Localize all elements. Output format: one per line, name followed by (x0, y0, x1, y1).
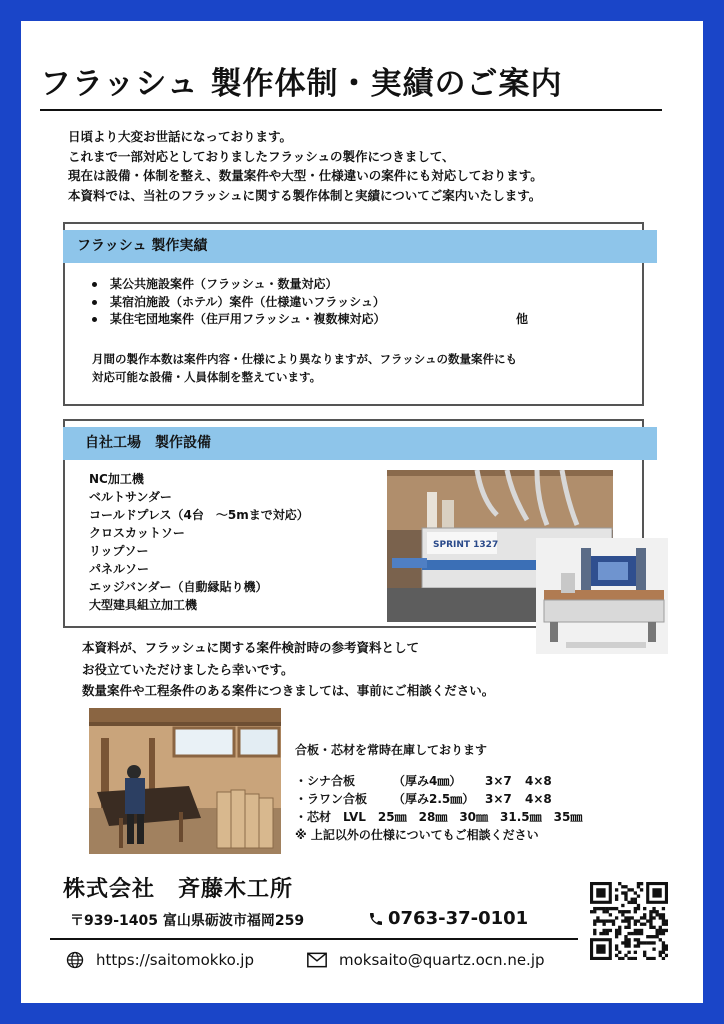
qr-module (590, 910, 593, 913)
qr-module (637, 904, 640, 907)
stock-size: 3×7 (485, 774, 512, 788)
qr-module (602, 910, 605, 913)
qr-module (627, 910, 630, 913)
workshop-photo (89, 708, 281, 854)
qr-module (615, 929, 618, 932)
stock-name: ・シナ合板 (295, 774, 356, 788)
qr-module (621, 904, 624, 907)
qr-module (662, 929, 665, 932)
qr-module (662, 951, 665, 954)
equipment-item: NC加工機 (89, 472, 144, 486)
qr-module (640, 941, 643, 944)
qr-module (602, 907, 605, 910)
qr-module (646, 919, 649, 922)
qr-module (634, 932, 637, 935)
list-item-text: 某住宅団地案件（住戸用フラッシュ・複数棟対応） (110, 312, 386, 326)
qr-module (609, 907, 612, 910)
qr-module (634, 907, 637, 910)
qr-module (627, 951, 630, 954)
qr-module (624, 941, 627, 944)
qr-module (643, 941, 646, 944)
qr-module (624, 885, 627, 888)
equipment-item: パネルソー (89, 562, 150, 576)
qr-module (606, 929, 609, 932)
qr-code-graphic (590, 882, 668, 960)
qr-module (596, 916, 599, 919)
qr-module (602, 923, 605, 926)
qr-module (649, 919, 652, 922)
stock-name: ・ラワン合板 (295, 792, 368, 806)
qr-module (652, 916, 655, 919)
intro-line: 本資料では、当社のフラッシュに関する製作体制と実績についてご案内いたします。 (68, 187, 542, 203)
website-text[interactable]: https://saitomokko.jp (96, 951, 254, 969)
qr-module (624, 938, 627, 941)
stock-core: ・芯材 LVL 25㎜ 28㎜ 30㎜ 31.5㎜ 35㎜ (295, 810, 583, 824)
qr-module (637, 941, 640, 944)
stock-thickness: （厚み4㎜） (393, 774, 462, 788)
qr-module (631, 916, 634, 919)
qr-module (615, 932, 618, 935)
qr-module (662, 907, 665, 910)
qr-module (656, 929, 659, 932)
stock-heading: 合板・芯材を常時在庫しております (295, 743, 488, 757)
qr-module (649, 926, 652, 929)
qr-module (637, 929, 640, 932)
qr-module (618, 929, 621, 932)
qr-module (612, 907, 615, 910)
qr-module (659, 916, 662, 919)
qr-module (599, 907, 602, 910)
qr-module (627, 944, 630, 947)
qr-module (624, 898, 627, 901)
email-text[interactable]: moksaito@quartz.ocn.ne.jp (339, 951, 545, 969)
qr-module (609, 929, 612, 932)
qr-finder (596, 944, 605, 953)
qr-module (643, 923, 646, 926)
qr-module (606, 907, 609, 910)
qr-module (634, 910, 637, 913)
workshop-illustration (89, 708, 281, 854)
qr-code[interactable] (590, 882, 668, 960)
phone-icon (368, 911, 384, 927)
qr-module (662, 913, 665, 916)
closing-line: 本資料が、フラッシュに関する案件検討時の参考資料として (82, 640, 420, 655)
qr-module (593, 932, 596, 935)
qr-module (659, 938, 662, 941)
results-list (92, 276, 592, 329)
qr-module (652, 926, 655, 929)
qr-module (649, 941, 652, 944)
stock-size: 4×8 (525, 792, 552, 806)
qr-module (659, 954, 662, 957)
qr-module (662, 916, 665, 919)
qr-module (631, 901, 634, 904)
qr-module (665, 929, 668, 932)
qr-finder (652, 888, 661, 897)
bullet-icon (92, 282, 97, 287)
qr-module (634, 929, 637, 932)
list-item-text: 某宿泊施設（ホテル）案件（仕様違いフラッシュ） (110, 294, 385, 309)
qr-module (659, 929, 662, 932)
qr-module (634, 891, 637, 894)
equipment-item: コールドプレス（4台 ～5mまで対応） (89, 508, 309, 522)
qr-module (656, 935, 659, 938)
qr-module (615, 944, 618, 947)
bullet-icon (92, 300, 97, 305)
qr-module (646, 935, 649, 938)
qr-module (646, 941, 649, 944)
qr-module (637, 894, 640, 897)
mail-icon (307, 952, 327, 968)
qr-module (665, 944, 668, 947)
qr-module (593, 907, 596, 910)
qr-module (649, 910, 652, 913)
qr-module (646, 957, 649, 960)
equipment-item: リップソー (89, 544, 149, 558)
results-note (92, 350, 612, 386)
qr-module (615, 894, 618, 897)
qr-module (624, 926, 627, 929)
qr-module (637, 944, 640, 947)
qr-module (624, 954, 627, 957)
qr-module (649, 916, 652, 919)
qr-module (640, 923, 643, 926)
qr-module (640, 882, 643, 885)
qr-module (634, 938, 637, 941)
equipment-list (89, 470, 369, 614)
qr-module (627, 938, 630, 941)
qr-module (652, 907, 655, 910)
qr-module (606, 932, 609, 935)
qr-module (593, 929, 596, 932)
qr-module (665, 919, 668, 922)
qr-module (627, 932, 630, 935)
qr-module (627, 916, 630, 919)
qr-module (637, 938, 640, 941)
stock-row (295, 790, 675, 808)
stock-info (295, 741, 675, 844)
qr-module (652, 948, 655, 951)
qr-module (612, 919, 615, 922)
qr-module (640, 888, 643, 891)
qr-module (612, 923, 615, 926)
qr-module (656, 932, 659, 935)
stock-thickness: （厚み2.5㎜） (393, 792, 475, 806)
qr-module (618, 951, 621, 954)
qr-module (662, 957, 665, 960)
page-title: フラッシュ 製作体制・実績のご案内 (40, 66, 563, 102)
qr-module (627, 901, 630, 904)
qr-module (643, 907, 646, 910)
qr-module (624, 944, 627, 947)
qr-module (652, 941, 655, 944)
qr-module (656, 910, 659, 913)
qr-module (643, 951, 646, 954)
closing-paragraph (82, 637, 602, 702)
stock-size: 3×7 (485, 792, 512, 806)
qr-module (652, 910, 655, 913)
list-item (92, 276, 592, 294)
phone-text: 0763-37-0101 (388, 908, 529, 929)
qr-module (621, 885, 624, 888)
qr-module (649, 923, 652, 926)
qr-module (609, 913, 612, 916)
qr-module (621, 957, 624, 960)
qr-module (624, 910, 627, 913)
globe-icon (66, 951, 84, 969)
qr-module (602, 919, 605, 922)
equipment-item: エッジバンダー（自動縁貼り機） (89, 580, 268, 594)
machine-label: SPRINT 1327 (433, 540, 499, 550)
qr-module (627, 957, 630, 960)
bullet-icon (92, 317, 97, 322)
intro-paragraph (68, 127, 668, 205)
qr-module (624, 935, 627, 938)
qr-module (659, 913, 662, 916)
qr-module (643, 916, 646, 919)
qr-module (659, 951, 662, 954)
qr-module (652, 935, 655, 938)
closing-line: お役立ていただけましたら幸いです。 (82, 661, 294, 677)
qr-module (634, 944, 637, 947)
qr-module (621, 913, 624, 916)
qr-module (593, 910, 596, 913)
intro-line: これまで一部対応としておりましたフラッシュの製作につきまして、 (68, 148, 455, 164)
qr-module (602, 929, 605, 932)
qr-module (615, 948, 618, 951)
stock-footnote: ※ 上記以外の仕様についてもご相談ください (295, 828, 539, 842)
qr-module (631, 957, 634, 960)
qr-module (656, 913, 659, 916)
qr-module (602, 932, 605, 935)
qr-module (609, 919, 612, 922)
qr-module (649, 957, 652, 960)
qr-module (631, 888, 634, 891)
note-line: 対応可能な設備・人員体制を整えています。 (92, 370, 322, 384)
qr-module (618, 882, 621, 885)
list-item (92, 311, 592, 329)
qr-module (615, 954, 618, 957)
company-name: 株式会社 斉藤木工所 (63, 877, 294, 902)
qr-module (618, 926, 621, 929)
qr-module (621, 941, 624, 944)
qr-module (649, 913, 652, 916)
qr-module (665, 923, 668, 926)
equipment-item: クロスカットソー (89, 526, 185, 540)
equipment-item: ベルトサンダー (89, 490, 172, 504)
qr-module (593, 923, 596, 926)
qr-module (624, 891, 627, 894)
qr-module (637, 882, 640, 885)
note-line: 月間の製作本数は案件内容・仕様により異なりますが、フラッシュの数量案件にも (92, 352, 518, 366)
qr-module (624, 916, 627, 919)
qr-module (615, 898, 618, 901)
qr-module (662, 923, 665, 926)
qr-module (662, 941, 665, 944)
intro-line: 現在は設備・体制を整え、数量案件や大型・仕様違いの案件にも対応しております。 (68, 168, 543, 183)
qr-module (618, 932, 621, 935)
qr-module (640, 916, 643, 919)
qr-module (618, 957, 621, 960)
qr-module (637, 907, 640, 910)
stock-row (295, 772, 675, 790)
qr-module (649, 935, 652, 938)
qr-module (627, 923, 630, 926)
qr-module (659, 932, 662, 935)
list-item-text: 某公共施設案件（フラッシュ・数量対応） (110, 277, 338, 291)
qr-module (624, 894, 627, 897)
qr-module (627, 888, 630, 891)
phone-number (368, 908, 528, 929)
qr-module (637, 885, 640, 888)
qr-module (618, 910, 621, 913)
list-etc: 他 (516, 312, 529, 326)
qr-module (665, 948, 668, 951)
qr-module (615, 916, 618, 919)
qr-module (627, 919, 630, 922)
qr-module (596, 919, 599, 922)
qr-module (606, 919, 609, 922)
qr-module (643, 913, 646, 916)
equipment-heading: 自社工場 製作設備 (63, 427, 657, 460)
qr-module (652, 957, 655, 960)
qr-module (621, 919, 624, 922)
qr-module (662, 932, 665, 935)
qr-module (627, 926, 630, 929)
qr-module (634, 957, 637, 960)
qr-module (634, 901, 637, 904)
qr-module (596, 907, 599, 910)
qr-module (662, 948, 665, 951)
qr-module (615, 907, 618, 910)
qr-module (637, 932, 640, 935)
qr-module (606, 910, 609, 913)
equipment-item: 大型建具組立加工機 (89, 598, 198, 612)
qr-module (643, 954, 646, 957)
stock-size: 4×8 (525, 774, 552, 788)
list-item (92, 294, 592, 312)
title-divider (40, 109, 662, 111)
qr-module (615, 888, 618, 891)
qr-module (615, 935, 618, 938)
qr-module (621, 910, 624, 913)
results-heading: フラッシュ 製作実績 (63, 230, 657, 263)
qr-module (631, 932, 634, 935)
qr-module (593, 919, 596, 922)
qr-module (634, 951, 637, 954)
website-link[interactable] (66, 951, 254, 969)
qr-finder (596, 888, 605, 897)
qr-module (665, 954, 668, 957)
intro-line: 日頃より大変お世話になっております。 (68, 129, 293, 144)
qr-module (599, 932, 602, 935)
qr-module (640, 932, 643, 935)
qr-module (631, 898, 634, 901)
footer-divider (50, 938, 578, 940)
company-address: 〒939-1405 富山県砺波市福岡259 (70, 913, 305, 929)
qr-module (640, 929, 643, 932)
qr-module (637, 919, 640, 922)
qr-module (624, 919, 627, 922)
email-link[interactable] (307, 951, 545, 969)
qr-module (659, 926, 662, 929)
qr-module (621, 891, 624, 894)
qr-module (634, 898, 637, 901)
qr-module (634, 923, 637, 926)
qr-module (662, 919, 665, 922)
qr-module (627, 941, 630, 944)
qr-module (634, 919, 637, 922)
qr-module (662, 944, 665, 947)
closing-line: 数量案件や工程条件のある案件につきましては、事前にご相談ください。 (82, 683, 495, 698)
qr-module (599, 919, 602, 922)
